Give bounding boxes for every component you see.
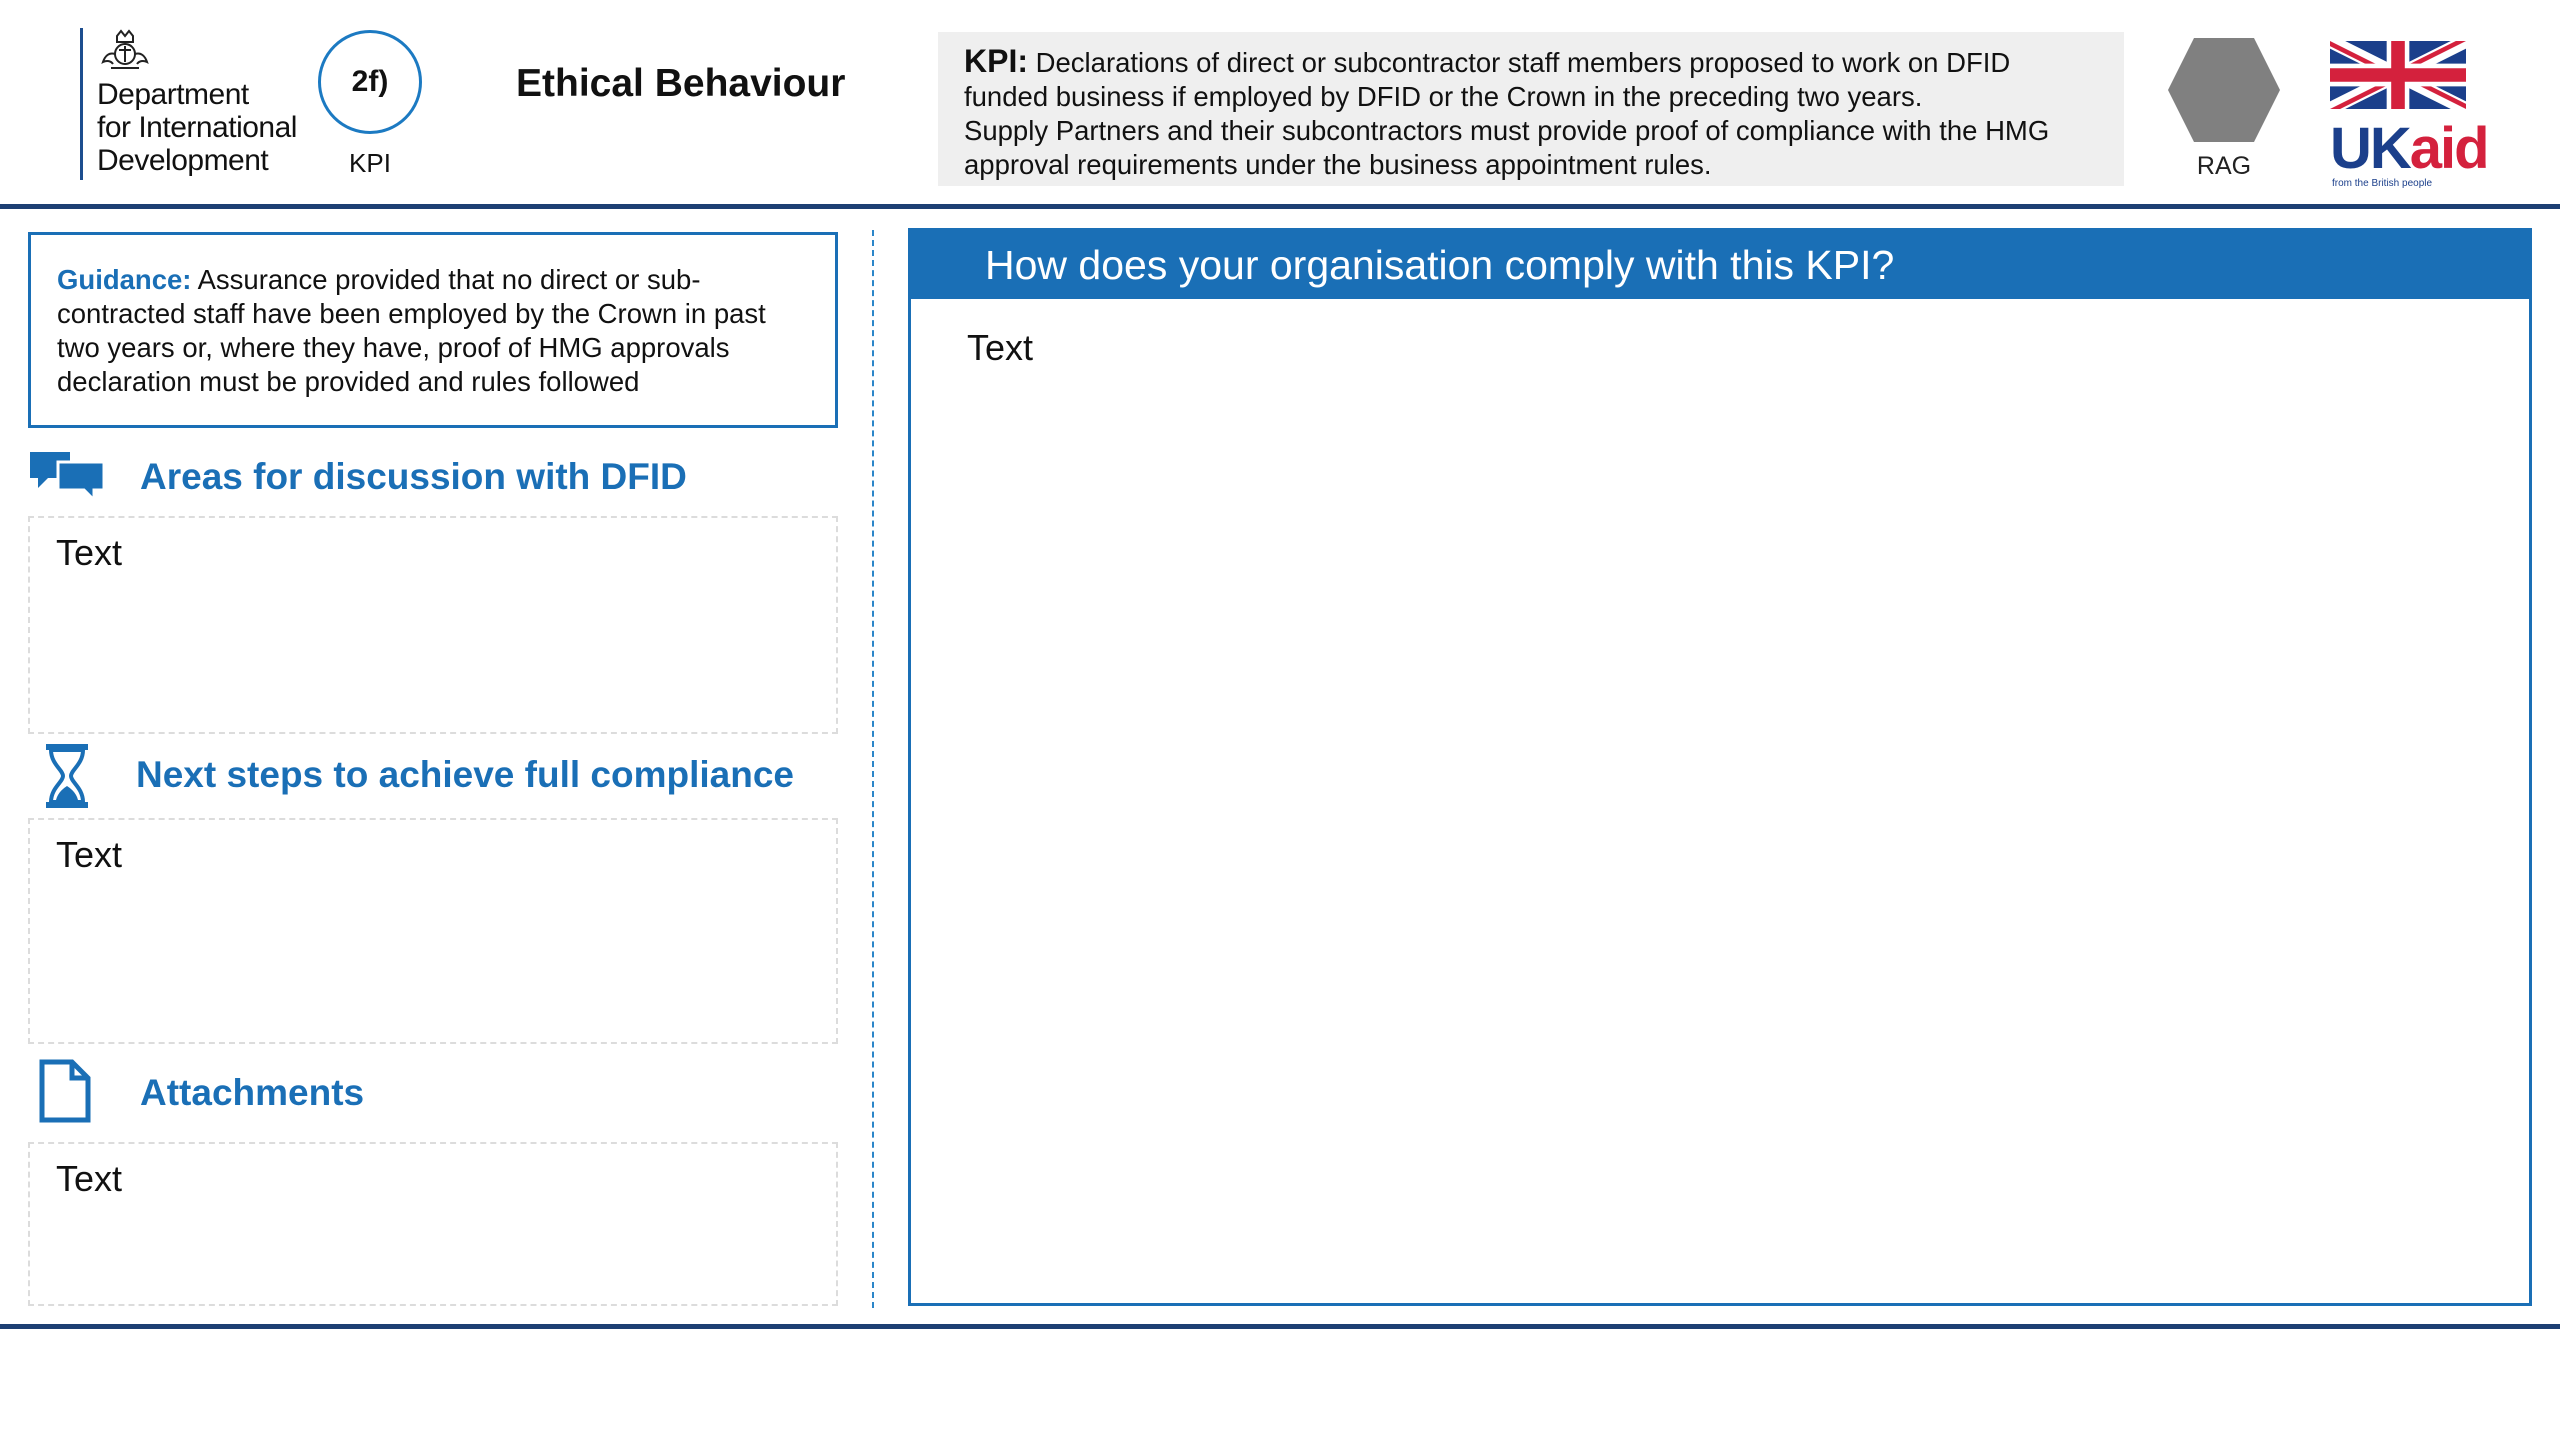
next-steps-text-field[interactable]: Text — [28, 818, 838, 1044]
kpi-label: KPI: — [964, 43, 1028, 79]
union-flag-icon — [2330, 36, 2466, 114]
kpi-number-badge: 2f) — [318, 30, 422, 134]
rag-label: RAG — [2196, 152, 2252, 180]
kpi-description-line-1: Declarations of direct or subcontractor staff members proposed to work on DFID — [1035, 47, 2011, 78]
ukaid-tagline: from the British people — [2332, 178, 2433, 189]
header-divider — [0, 204, 2560, 209]
compliance-panel — [908, 228, 2532, 1306]
discussion-heading: Areas for discussion with DFID — [140, 456, 687, 497]
guidance-line-2: contracted staff have been employed by the Crown in past — [57, 298, 766, 329]
ukaid-logo — [2330, 36, 2488, 189]
ukaid-wordmark: UKaid — [2330, 116, 2488, 181]
next-steps-heading: Next steps to achieve full compliance — [136, 754, 794, 795]
attachments-heading: Attachments — [140, 1072, 365, 1113]
kpi-description-line-3: Supply Partners and their subcontractors must provide proof of compliance with the HMG — [964, 115, 2050, 146]
guidance-line-1: Assurance provided that no direct or sub- — [191, 264, 701, 295]
dfid-logo — [80, 28, 320, 180]
department-line-2: for International — [97, 111, 297, 144]
discussion-text-field[interactable]: Text — [28, 516, 838, 734]
attachments-text-field[interactable]: Text — [28, 1142, 838, 1306]
kpi-description-line-2: funded business if employed by DFID or the Crown in the preceding two years. — [964, 81, 1923, 112]
guidance-line-4: declaration must be provided and rules followed — [57, 366, 640, 397]
kpi-description-box — [938, 32, 2124, 186]
compliance-panel-heading: How does your organisation comply with this KPI? — [911, 231, 2529, 299]
kpi-caption: KPI — [349, 148, 391, 178]
document-icon — [38, 1058, 92, 1124]
department-line-3: Development — [97, 144, 269, 177]
speech-bubbles-icon — [28, 448, 108, 504]
kpi-description-line-4: approval requirements under the business appointment rules. — [964, 149, 1712, 180]
hourglass-icon — [42, 744, 92, 808]
column-divider — [872, 230, 874, 1308]
footer-divider — [0, 1324, 2560, 1329]
page-title: Ethical Behaviour — [516, 62, 846, 105]
royal-crest-icon — [97, 28, 153, 74]
compliance-text-field[interactable]: Text — [967, 327, 1034, 368]
guidance-line-3: two years or, where they have, proof of HMG approvals — [57, 332, 730, 363]
rag-hexagon-icon[interactable] — [2164, 34, 2284, 146]
department-line-1: Department — [97, 78, 249, 111]
guidance-label: Guidance: — [57, 264, 192, 295]
guidance-box — [28, 232, 838, 428]
